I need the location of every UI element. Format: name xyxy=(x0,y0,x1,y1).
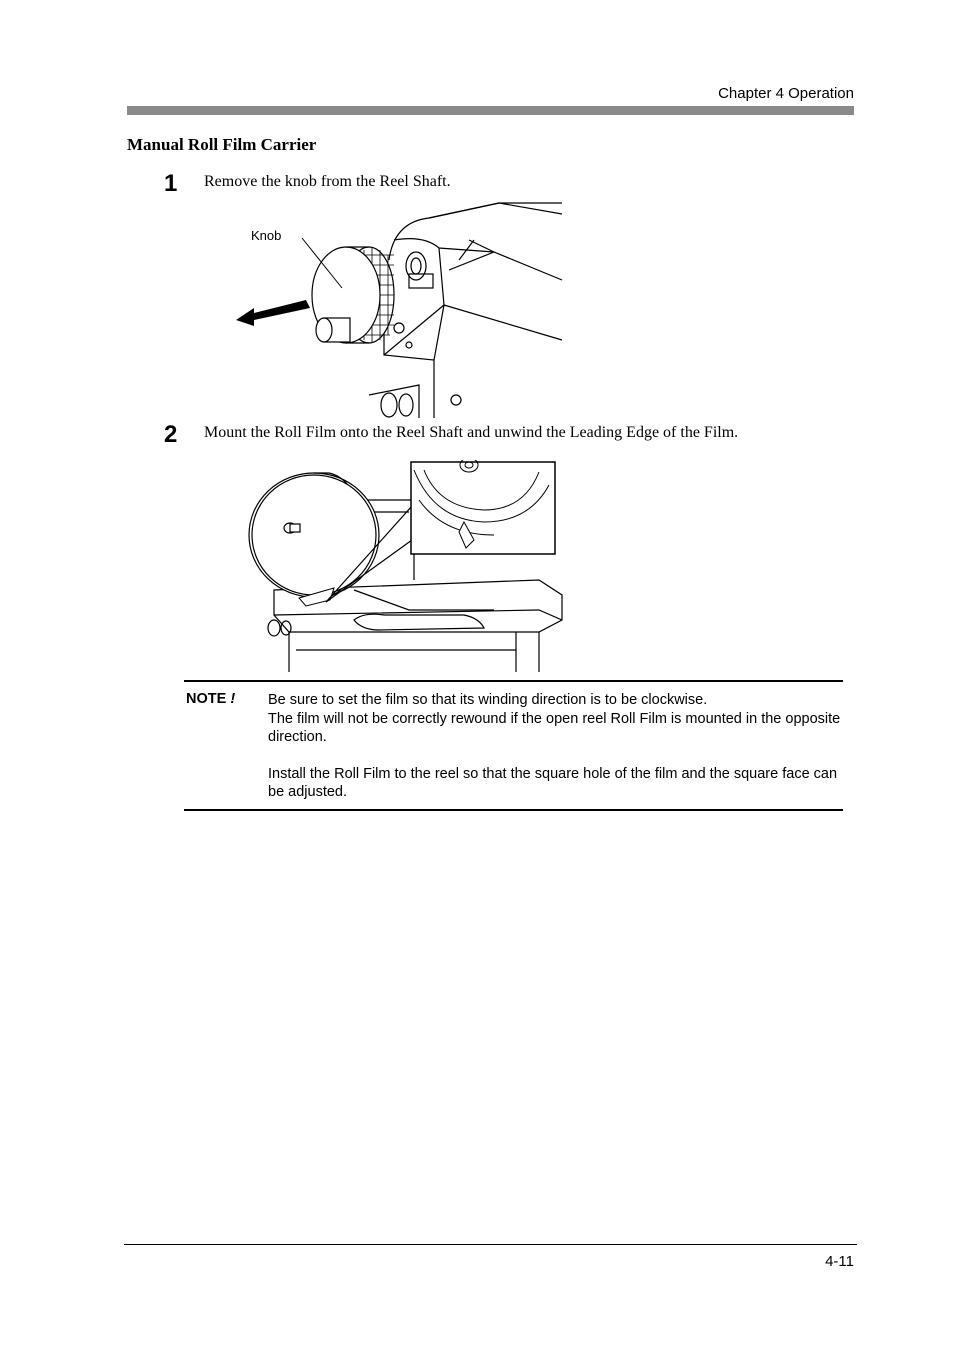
footer-rule xyxy=(124,1244,857,1245)
note-top-rule xyxy=(184,680,843,682)
note-bottom-rule xyxy=(184,809,843,811)
knob-callout-label: Knob xyxy=(251,228,282,243)
note-line-2: The film will not be correctly rewound if the open reel Roll Film is mounted in the opposite direction. xyxy=(268,710,841,746)
note-label-text: NOTE xyxy=(186,691,227,707)
knob-removal-illustration xyxy=(234,200,564,418)
section-title: Manual Roll Film Carrier xyxy=(127,135,317,154)
step-1-text: Remove the knob from the Reel Shaft. xyxy=(204,173,451,190)
page-number: 4-11 xyxy=(825,1253,854,1270)
note-line-1: Be sure to set the film so that its winding direction is to be clockwise. xyxy=(268,692,708,708)
header-bar xyxy=(127,106,854,115)
note-label xyxy=(186,691,235,707)
chapter-header: Chapter 4 Operation xyxy=(718,85,854,102)
step-2-text: Mount the Roll Film onto the Reel Shaft and unwind the Leading Edge of the Film. xyxy=(204,424,739,441)
roll-film-mounting-illustration xyxy=(234,460,564,672)
step-2-number: 2 xyxy=(164,421,178,448)
note-exclamation: ! xyxy=(230,691,236,707)
note-line-3: Install the Roll Film to the reel so that the square hole of the film and the square face can be adjusted. xyxy=(268,765,838,801)
note-body xyxy=(268,691,843,802)
step-1-number: 1 xyxy=(164,170,178,197)
